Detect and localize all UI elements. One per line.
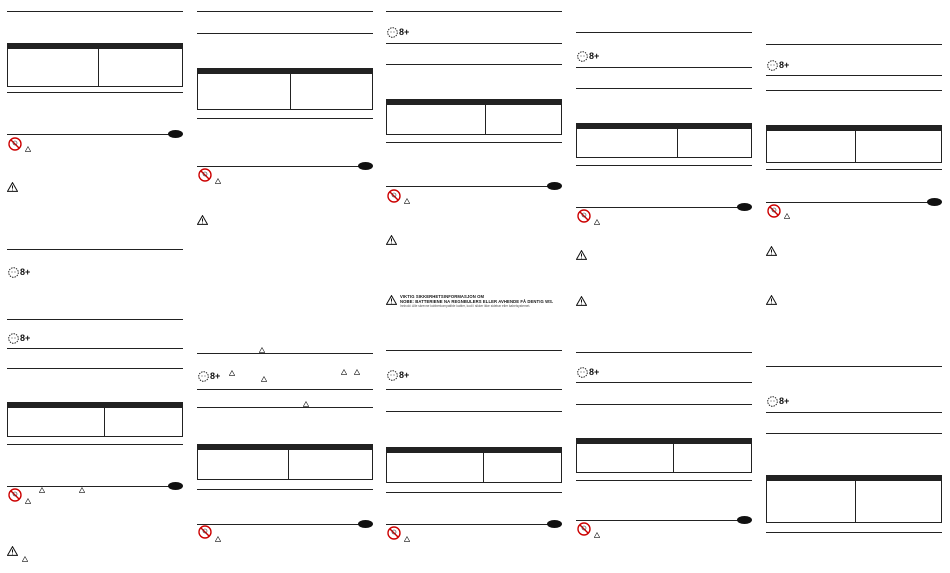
- divider: [386, 142, 562, 143]
- spec-table: [386, 99, 562, 135]
- divider: [197, 407, 373, 408]
- no-children-icon: [387, 189, 401, 203]
- age-label: 8+: [399, 370, 410, 380]
- spec-table: [7, 43, 183, 87]
- divider: [386, 186, 548, 187]
- warning-triangle-icon: [784, 213, 790, 219]
- warning-triangle-icon: [215, 178, 221, 184]
- divider: [386, 11, 562, 12]
- section-marker: [547, 520, 562, 528]
- no-children-icon: [8, 488, 22, 502]
- age-label: 8+: [20, 333, 31, 343]
- warning-triangle-icon: [197, 215, 208, 225]
- divider: [197, 353, 373, 354]
- divider: [576, 32, 752, 33]
- child-face-icon: [767, 396, 778, 407]
- age-label: 8+: [779, 396, 790, 406]
- warning-triangle-icon: [39, 487, 45, 493]
- spec-table: [197, 68, 373, 110]
- warning-triangle-icon: [576, 250, 587, 260]
- warning-triangle-icon: [215, 536, 221, 542]
- page-column-4: [576, 0, 752, 573]
- section-marker: [168, 130, 183, 138]
- no-children-icon: [577, 209, 591, 223]
- divider: [197, 118, 373, 119]
- child-face-icon: [8, 267, 19, 278]
- safety-notice-text: Innhold: Alle skrevne kobberkompatible kabler, kodi i sikker ikke sidebar eller kabelsystemet.: [400, 304, 531, 308]
- divider: [7, 11, 183, 12]
- divider: [766, 366, 942, 367]
- divider: [766, 202, 928, 203]
- section-marker: [737, 203, 752, 211]
- warning-triangle-icon: [229, 370, 235, 376]
- warning-triangle-icon: [404, 536, 410, 542]
- warning-triangle-icon: [303, 401, 309, 407]
- divider: [7, 444, 183, 445]
- warning-triangle-icon: [766, 295, 777, 305]
- divider: [576, 165, 752, 166]
- divider: [197, 489, 373, 490]
- divider: [7, 368, 183, 369]
- section-marker: [737, 516, 752, 524]
- divider: [7, 249, 183, 250]
- age-label: 8+: [589, 367, 600, 377]
- spec-table: [766, 475, 942, 523]
- spec-table: [766, 125, 942, 163]
- child-face-icon: [198, 371, 209, 382]
- divider: [197, 33, 373, 34]
- safety-notice: [400, 294, 576, 308]
- page-column-2: [197, 0, 373, 573]
- child-face-icon: [387, 27, 398, 38]
- divider: [766, 412, 942, 413]
- warning-triangle-icon: [22, 556, 28, 562]
- age-label: 8+: [589, 51, 600, 61]
- divider: [7, 134, 175, 135]
- warning-triangle-icon: [386, 295, 397, 305]
- warning-triangle-icon: [594, 219, 600, 225]
- divider: [766, 532, 942, 533]
- divider: [576, 352, 752, 353]
- divider: [576, 480, 752, 481]
- no-children-icon: [198, 525, 212, 539]
- no-children-icon: [767, 204, 781, 218]
- divider: [766, 169, 942, 170]
- age-label: 8+: [779, 60, 790, 70]
- warning-triangle-icon: [79, 487, 85, 493]
- spec-table: [576, 438, 752, 473]
- warning-triangle-icon: [594, 532, 600, 538]
- no-children-icon: [8, 137, 22, 151]
- divider: [576, 67, 752, 68]
- divider: [7, 319, 183, 320]
- warning-triangle-icon: [354, 369, 360, 375]
- child-face-icon: [767, 60, 778, 71]
- divider: [386, 350, 562, 351]
- divider: [197, 389, 373, 390]
- divider: [766, 75, 942, 76]
- page-column-1: [7, 0, 183, 573]
- divider: [7, 92, 183, 93]
- divider: [197, 166, 359, 167]
- section-marker: [358, 162, 373, 170]
- section-marker: [358, 520, 373, 528]
- child-face-icon: [577, 51, 588, 62]
- section-marker: [927, 198, 942, 206]
- warning-triangle-icon: [7, 182, 18, 192]
- divider: [766, 433, 942, 434]
- warning-triangle-icon: [386, 235, 397, 245]
- warning-triangle-icon: [7, 546, 18, 556]
- spec-table: [7, 402, 183, 437]
- child-face-icon: [387, 370, 398, 381]
- divider: [766, 44, 942, 45]
- divider: [576, 404, 752, 405]
- age-label: 8+: [399, 27, 410, 37]
- divider: [386, 64, 562, 65]
- divider: [576, 207, 738, 208]
- page-column-5: [766, 0, 942, 573]
- divider: [386, 43, 562, 44]
- divider: [197, 524, 359, 525]
- warning-triangle-icon: [25, 146, 31, 152]
- divider: [386, 389, 562, 390]
- no-children-icon: [577, 522, 591, 536]
- child-face-icon: [8, 333, 19, 344]
- spec-table: [576, 123, 752, 158]
- warning-triangle-icon: [25, 498, 31, 504]
- section-marker: [168, 482, 183, 490]
- divider: [576, 520, 738, 521]
- divider: [576, 88, 752, 89]
- divider: [386, 524, 548, 525]
- divider: [7, 486, 175, 487]
- divider: [7, 348, 183, 349]
- no-children-icon: [198, 168, 212, 182]
- divider: [766, 90, 942, 91]
- divider: [197, 11, 373, 12]
- spec-table: [386, 447, 562, 483]
- no-children-icon: [387, 526, 401, 540]
- safety-notice-heading: VIKTIG SIKKERHETSINFORMASJON OM: [400, 294, 485, 299]
- warning-triangle-icon: [576, 296, 587, 306]
- spec-table: [197, 444, 373, 480]
- age-label: 8+: [210, 371, 221, 381]
- age-label: 8+: [20, 267, 31, 277]
- page-column-3: [386, 0, 562, 573]
- safety-notice-heading: NOBE: BATTERIENE NA REGNBULERS ELLER AVHENDE FÅ DENTIG WS.: [400, 299, 554, 304]
- warning-triangle-icon: [404, 198, 410, 204]
- child-face-icon: [577, 367, 588, 378]
- divider: [386, 492, 562, 493]
- warning-triangle-icon: [261, 376, 267, 382]
- divider: [386, 411, 562, 412]
- warning-triangle-icon: [766, 246, 777, 256]
- section-marker: [547, 182, 562, 190]
- divider: [576, 382, 752, 383]
- warning-triangle-icon: [341, 369, 347, 375]
